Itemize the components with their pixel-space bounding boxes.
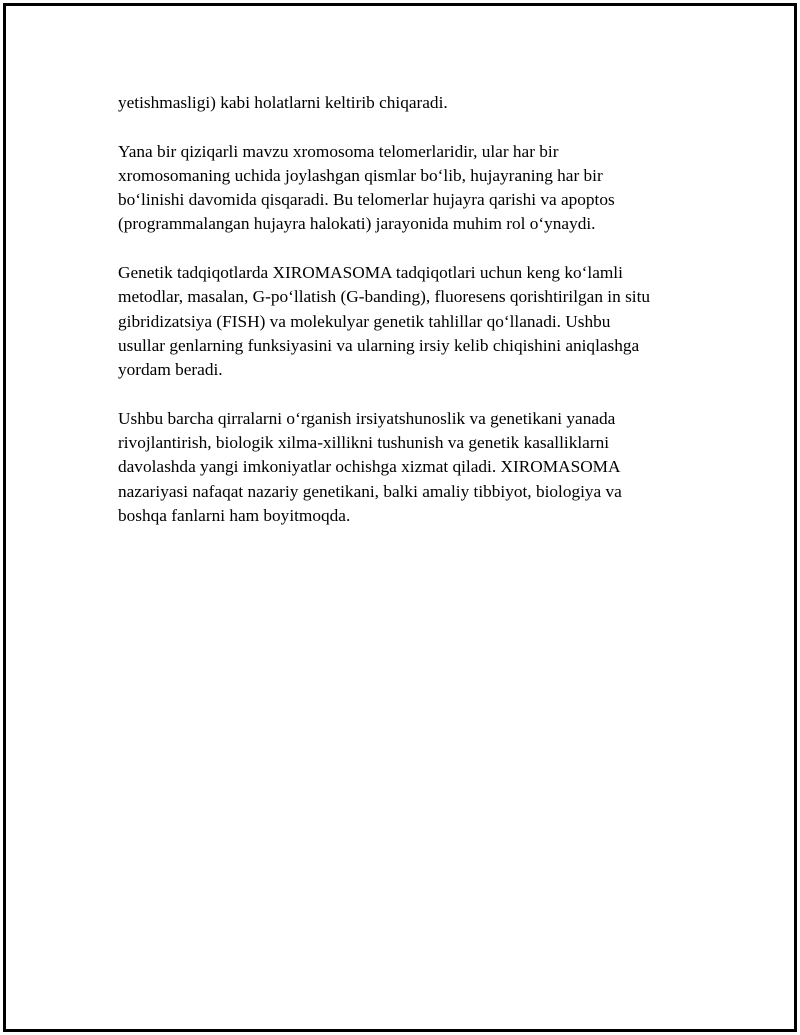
paragraph-2 xyxy=(118,140,698,237)
text-line: gibridizatsiya (FISH) va molekulyar genetik tahlillar qo‘llanadi. Ushbu xyxy=(118,311,611,331)
text-line: davolashda yangi imkoniyatlar ochishga xizmat qiladi. XIROMASOMA xyxy=(118,457,621,477)
text-line: (programmalangan hujayra halokati) jarayonida muhim rol o‘ynaydi. xyxy=(118,214,596,234)
text-line: bo‘linishi davomida qisqaradi. Bu telomerlar hujayra qarishi va apoptos xyxy=(118,190,615,210)
paragraph-3 xyxy=(118,261,698,382)
text-line: rivojlantirish, biologik xilma-xillikni tushunish va genetik kasalliklarni xyxy=(118,433,610,453)
text-line: usullar genlarning funksiyasini va ularning irsiy kelib chiqishini aniqlashga xyxy=(118,335,640,355)
text-line: metodlar, masalan, G-po‘llatish (G-banding), fluoresens qorishtirilgan in situ xyxy=(118,287,651,307)
text-line: nazariyasi nafaqat nazariy genetikani, balki amaliy tibbiyot, biologiya va xyxy=(118,481,622,501)
text-line: xromosomaning uchida joylashgan qismlar bo‘lib, hujayraning har bir xyxy=(118,165,603,185)
text-line: boshqa fanlarni ham boyitmoqda. xyxy=(118,506,351,526)
text-line: Yana bir qiziqarli mavzu xromosoma telomerlaridir, ular har bir xyxy=(118,141,559,161)
document-body xyxy=(118,91,698,553)
paragraph-4 xyxy=(118,407,698,528)
text-line: yordam beradi. xyxy=(118,360,223,380)
text-line: Ushbu barcha qirralarni o‘rganish irsiyatshunoslik va genetikani yanada xyxy=(118,408,616,428)
paragraph-1 xyxy=(118,91,698,115)
text-line: Genetik tadqiqotlarda XIROMASOMA tadqiqotlari uchun keng ko‘lamli xyxy=(118,263,623,283)
text-line: yetishmasligi) kabi holatlarni keltirib chiqaradi. xyxy=(118,93,448,112)
